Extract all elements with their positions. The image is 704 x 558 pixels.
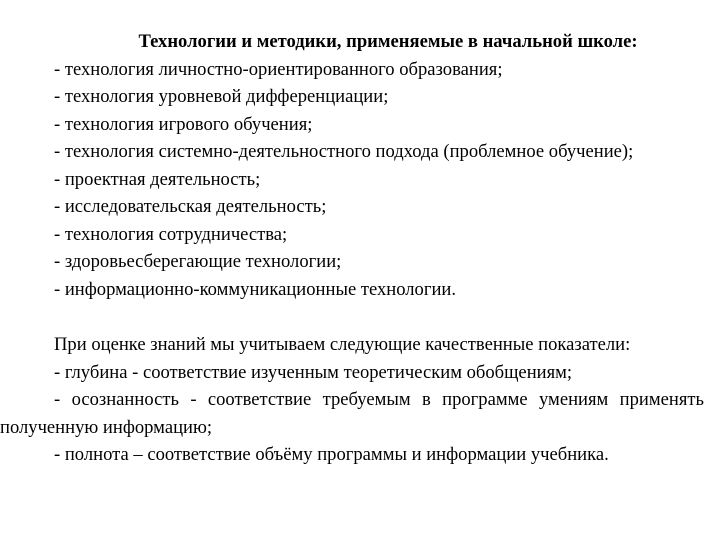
technologies-list [0, 56, 704, 304]
list-item: - технология игрового обучения; [54, 113, 313, 135]
list-item: - здоровьесберегающие технологии; [54, 251, 342, 272]
paragraph-gap [0, 303, 704, 331]
list-item: - полнота – соответствие объёму программы и информации учебника. [54, 444, 609, 465]
document-title: Технологии и методики, применяемые в начальной школе: [138, 31, 638, 52]
list-item: - технология сотрудничества; [54, 223, 288, 245]
document-body [0, 28, 704, 469]
list-item: - глубина - соответствие изученным теоретическим обобщениям; [54, 361, 573, 383]
list-item: - технология уровневой дифференциации; [54, 86, 389, 107]
list-item: - проектная деятельность; [54, 168, 261, 190]
indicators-list [0, 359, 704, 469]
list-item: - исследовательская деятельность; [54, 196, 327, 217]
list-item: - технология личностно-ориентированного образования; [54, 58, 503, 80]
list-item: - информационно-коммуникационные технологии. [54, 278, 457, 300]
list-item: - осознанность - соответствие требуемым в программе умениям применять полученную информацию; [0, 389, 704, 438]
assessment-intro: При оценке знаний мы учитываем следующие качественные показатели: [54, 334, 631, 355]
list-item: - технология системно-деятельностного подхода (проблемное обучение); [54, 141, 634, 162]
